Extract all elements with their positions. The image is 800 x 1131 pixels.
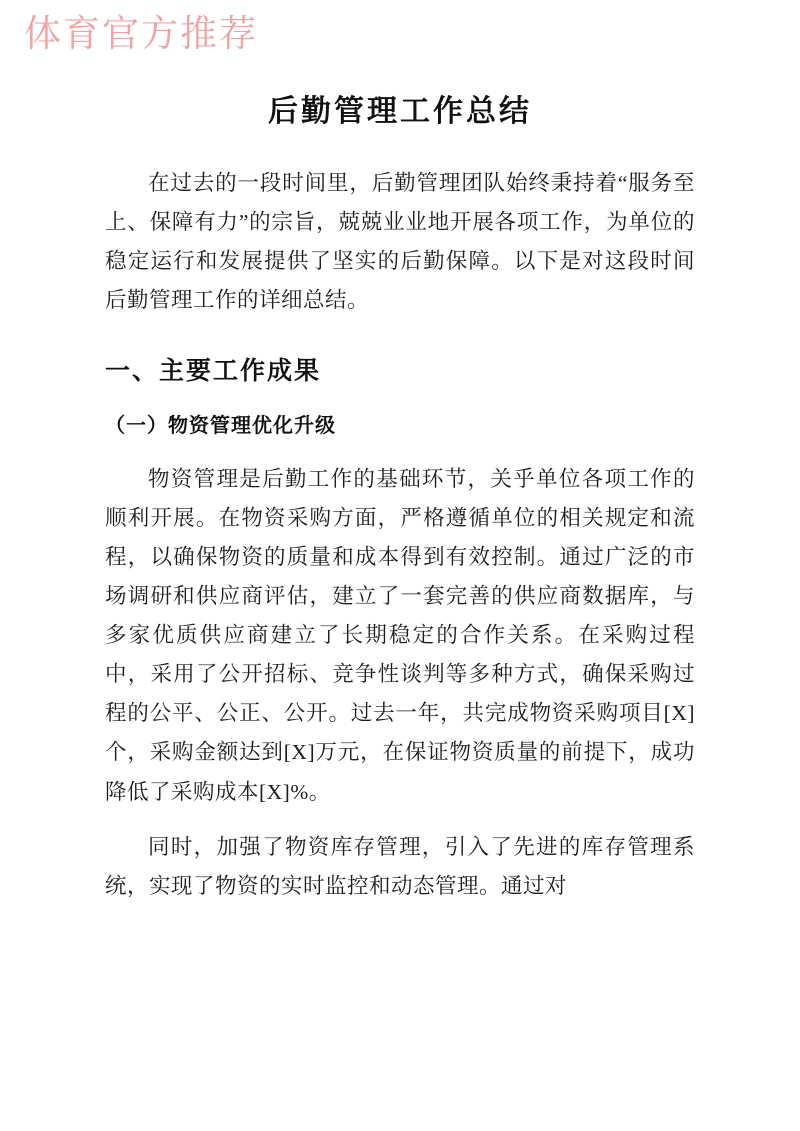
subsection-heading-1-1: （一）物资管理优化升级 <box>105 412 336 437</box>
page-title: 后勤管理工作总结 <box>268 94 532 129</box>
document-body <box>105 86 695 922</box>
section-heading-1: 一、主要工作成果 <box>105 355 322 385</box>
watermark-text: 体育官方推荐 <box>24 12 258 55</box>
intro-paragraph: 在过去的一段时间里，后勤管理团队始终秉持着“服务至上、保障有力”的宗旨，兢兢业业地开展各项工作，为单位的稳定运行和发展提供了坚实的后勤保障。以下是对这段时间后勤管理工作的详细总结。 <box>105 171 695 313</box>
subsection-paragraph-1: 物资管理是后勤工作的基础环节，关乎单位各项工作的顺利开展。在物资采购方面，严格遵循单位的相关规定和流程，以确保物资的质量和成本得到有效控制。通过广泛的市场调研和供应商评估，建立了一套完善的供应商数据库，与多家优质供应商建立了长期稳定的合作关系。在采购过程中，采用了公开招标、竞争性谈判等多种方式，确保采购过程的公平、公正、公开。过去一年，共完成物资采购项目[X]个，采购金额达到[X]万元，在保证物资质量的前提下，成功降低了采购成本[X]%。 <box>105 466 695 804</box>
subsection-paragraph-2: 同时，加强了物资库存管理，引入了先进的库存管理系统，实现了物资的实时监控和动态管理。通过对 <box>105 834 695 898</box>
